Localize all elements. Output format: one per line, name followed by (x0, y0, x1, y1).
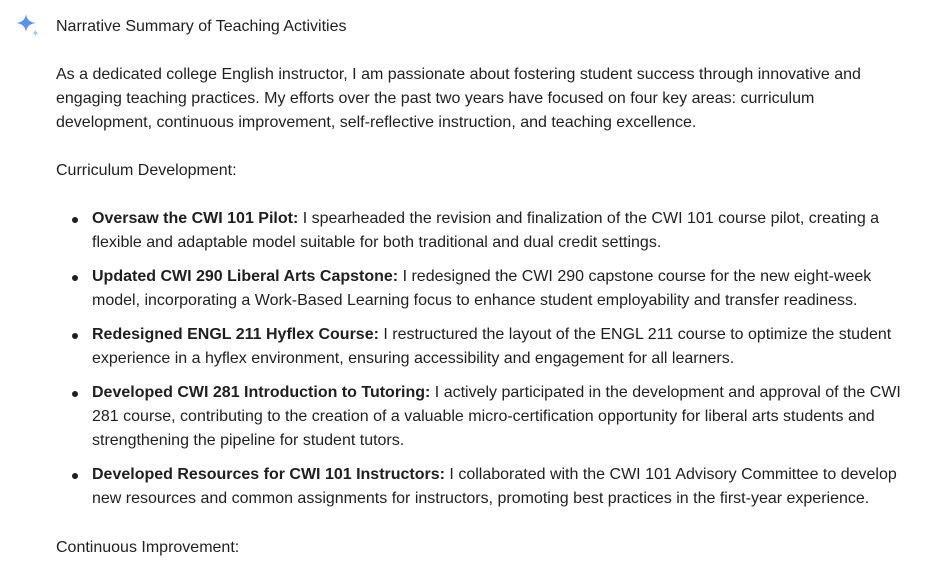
bullet-icon (72, 275, 78, 281)
bullet-icon (72, 333, 78, 339)
item-title: Developed CWI 281 Introduction to Tutoring: (92, 384, 431, 401)
list-item (56, 463, 916, 511)
sparkle-icon (14, 12, 42, 40)
section-heading-continuous-improvement: Continuous Improvement: (56, 539, 240, 556)
response-body (56, 63, 916, 556)
section-heading-curriculum: Curriculum Development: (56, 162, 237, 179)
list-item (56, 323, 916, 371)
item-text: I restructured the layout of the ENGL 211 course to optimize the student experience in a hyflex environment, ensuring accessibility and engagement for all learners. (92, 326, 892, 367)
bullet-icon (72, 473, 78, 479)
item-text: I redesigned the CWI 290 capstone course for the new eight-week model, incorporating a Work-Based Learning focus to enhance student employability and transfer readiness. (92, 268, 872, 309)
list-item (56, 265, 916, 313)
item-title: Developed Resources for CWI 101 Instructors: (92, 466, 445, 483)
response-title: Narrative Summary of Teaching Activities (56, 18, 347, 35)
item-title: Oversaw the CWI 101 Pilot: (92, 210, 299, 227)
item-title: Updated CWI 290 Liberal Arts Capstone: (92, 268, 399, 285)
list-item (56, 207, 916, 255)
item-text: I spearheaded the revision and finalization of the CWI 101 course pilot, creating a flexible and adaptable model suitable for both traditional and dual credit settings. (92, 210, 880, 251)
item-title: Redesigned ENGL 211 Hyflex Course: (92, 326, 379, 343)
list-item (56, 381, 916, 453)
intro-paragraph: As a dedicated college English instructor, I am passionate about fostering student success through innovative and engaging teaching practices. My efforts over the past two years have focused on four key areas: curriculum development, continuous improvement, self-reflective instruction, and teaching excellence. (56, 66, 861, 131)
bullet-icon (72, 391, 78, 397)
curriculum-list (56, 207, 916, 521)
bullet-icon (72, 217, 78, 223)
item-text: I actively participated in the development and approval of the CWI 281 course, contributing to the creation of a valuable micro-certification opportunity for liberal arts students and strengthening the pipeline for student tutors. (92, 384, 901, 449)
item-text: I collaborated with the CWI 101 Advisory Committee to develop new resources and common assignments for instructors, promoting best practices in the first-year experience. (92, 466, 897, 507)
